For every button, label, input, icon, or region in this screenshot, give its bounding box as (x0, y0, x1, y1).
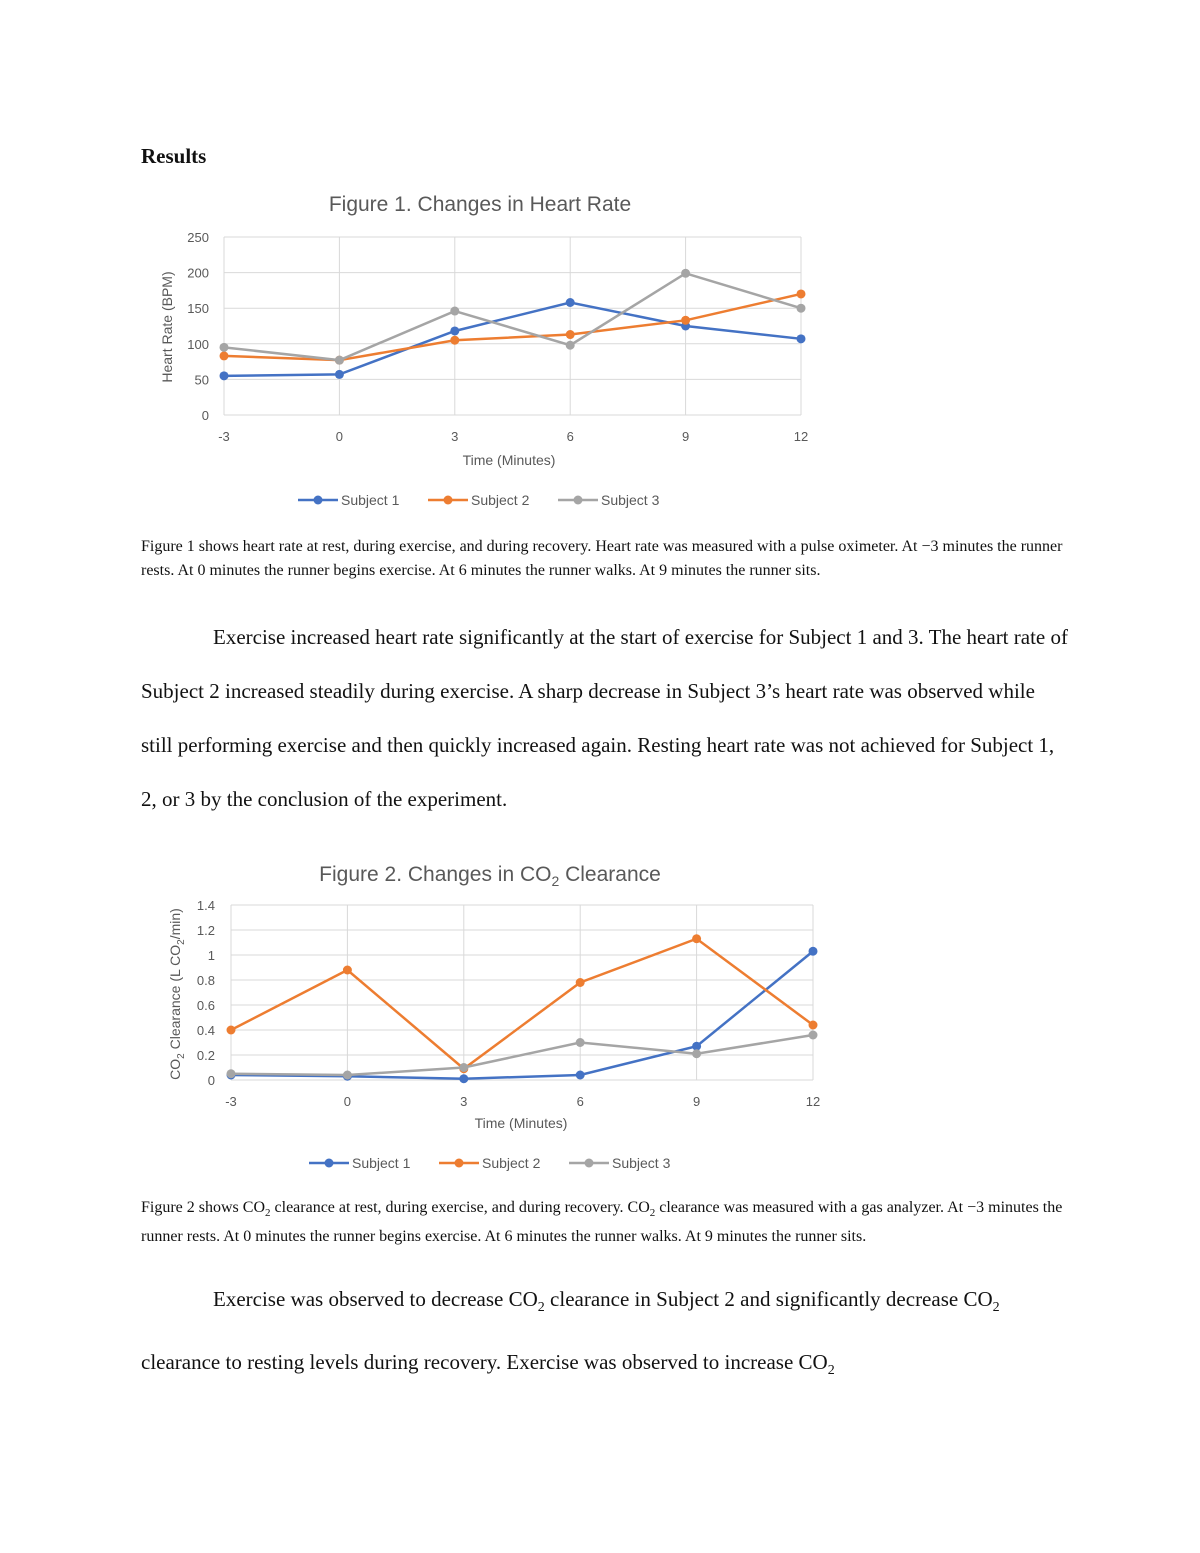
x-tick-label: -3 (225, 1094, 237, 1109)
data-point (227, 1069, 236, 1078)
y-axis-label: Heart Rate (BPM) (159, 271, 175, 383)
y-tick-label: 250 (187, 230, 209, 245)
y-tick-label: 0.8 (196, 973, 215, 988)
x-tick-label: 9 (681, 429, 690, 444)
figure-1-caption: Figure 1 shows heart rate at rest, during exercise, and during recovery. Heart rate was measured with a pulse oximeter. At −3 minutes the runner rests. At 0 minutes the runner begins exercise. At 6 minutes the runner walks. At 9 minutes the runner sits. (141, 538, 1063, 579)
data-point (343, 966, 352, 975)
data-point (343, 1071, 352, 1080)
data-point (576, 1071, 585, 1080)
legend-label: Subject 2 (482, 1155, 541, 1171)
y-tick-label: 150 (187, 301, 209, 317)
data-point (576, 978, 585, 987)
series-line (231, 951, 813, 1079)
legend-label: Subject 1 (341, 492, 400, 508)
y-tick-label: 1.2 (196, 923, 215, 938)
data-point (576, 1038, 585, 1047)
data-point (227, 1026, 236, 1035)
y-tick-label: 0.2 (196, 1048, 215, 1063)
data-point (459, 1063, 468, 1072)
x-tick-label: 0 (335, 429, 344, 444)
chart-title: Figure 1. Changes in Heart Rate (328, 193, 632, 216)
figure-2-discussion: Exercise was observed to decrease $CO_2$ clearance in Subject 2 and significantly decrease $CO_2$ clearance to resting levels during recovery. Exercise was observed to increase $CO_2$ (141, 1287, 1000, 1379)
figure-2-caption: Figure 2 shows $CO_2$ clearance at rest, during exercise, and during recovery. $CO_2$ clearance was measured with a gas analyzer. At −3 minutes the runner rests. At 0 minutes the runner begins exercise. At 6 minutes the runner walks. At 9 minutes the runner sits. (141, 1199, 1063, 1246)
y-tick-label: 100 (187, 336, 209, 352)
y-tick-label: 0 (201, 408, 209, 423)
data-point (809, 1021, 818, 1030)
y-tick-label: 0 (207, 1073, 215, 1088)
legend-marker (585, 1159, 594, 1168)
data-point (459, 1074, 468, 1083)
x-tick-label: 3 (451, 429, 459, 444)
legend-marker (455, 1159, 464, 1168)
data-point (809, 947, 818, 956)
section-heading: Results (141, 144, 207, 168)
x-tick-label: 12 (793, 429, 809, 444)
legend-marker (325, 1159, 334, 1168)
legend-label: Subject 1 (352, 1155, 411, 1171)
y-axis-label: $CO_2$ Clearance (L $CO_2/\min$) (167, 908, 187, 1080)
y-tick-label: 1 (207, 948, 215, 963)
y-tick-label: 200 (187, 265, 209, 281)
data-point (692, 1049, 701, 1058)
chart-title: Figure 2. Changes in $CO_2$ Clearance (319, 863, 661, 889)
x-tick-label: 6 (576, 1094, 584, 1109)
chart-legend (309, 1155, 671, 1171)
x-axis-label: Time (Minutes) (474, 1115, 568, 1131)
x-tick-label: 0 (343, 1094, 352, 1109)
y-tick-label: 1.4 (196, 898, 215, 913)
y-tick-label: 0.4 (196, 1023, 215, 1038)
data-point (692, 934, 701, 943)
x-tick-label: -3 (218, 429, 230, 444)
y-tick-label: 50 (194, 372, 209, 388)
x-tick-label: 6 (566, 429, 574, 444)
legend-label: Subject 3 (601, 492, 660, 508)
data-point (809, 1031, 818, 1040)
chart-series (227, 934, 818, 1083)
figure-1-discussion-text: Exercise increased heart rate significantly at the start of exercise for Subject 1 and 3. The heart rate of Subject 2 increased steadily during exercise. A sharp decrease in Subject 3’s heart rate was observed while still performing exercise and then quickly increased again. Resting heart rate was not achieved for Subject 1, 2, or 3 by the conclusion of the experiment. (141, 625, 1068, 811)
x-tick-label: 3 (460, 1094, 468, 1109)
x-tick-label: 9 (692, 1094, 701, 1109)
x-tick-label: 12 (805, 1094, 821, 1109)
y-tick-label: 0.6 (196, 998, 215, 1013)
x-axis-label: Time (Minutes) (462, 452, 556, 468)
legend-label: Subject 2 (471, 492, 530, 508)
legend-label: Subject 3 (612, 1155, 671, 1171)
